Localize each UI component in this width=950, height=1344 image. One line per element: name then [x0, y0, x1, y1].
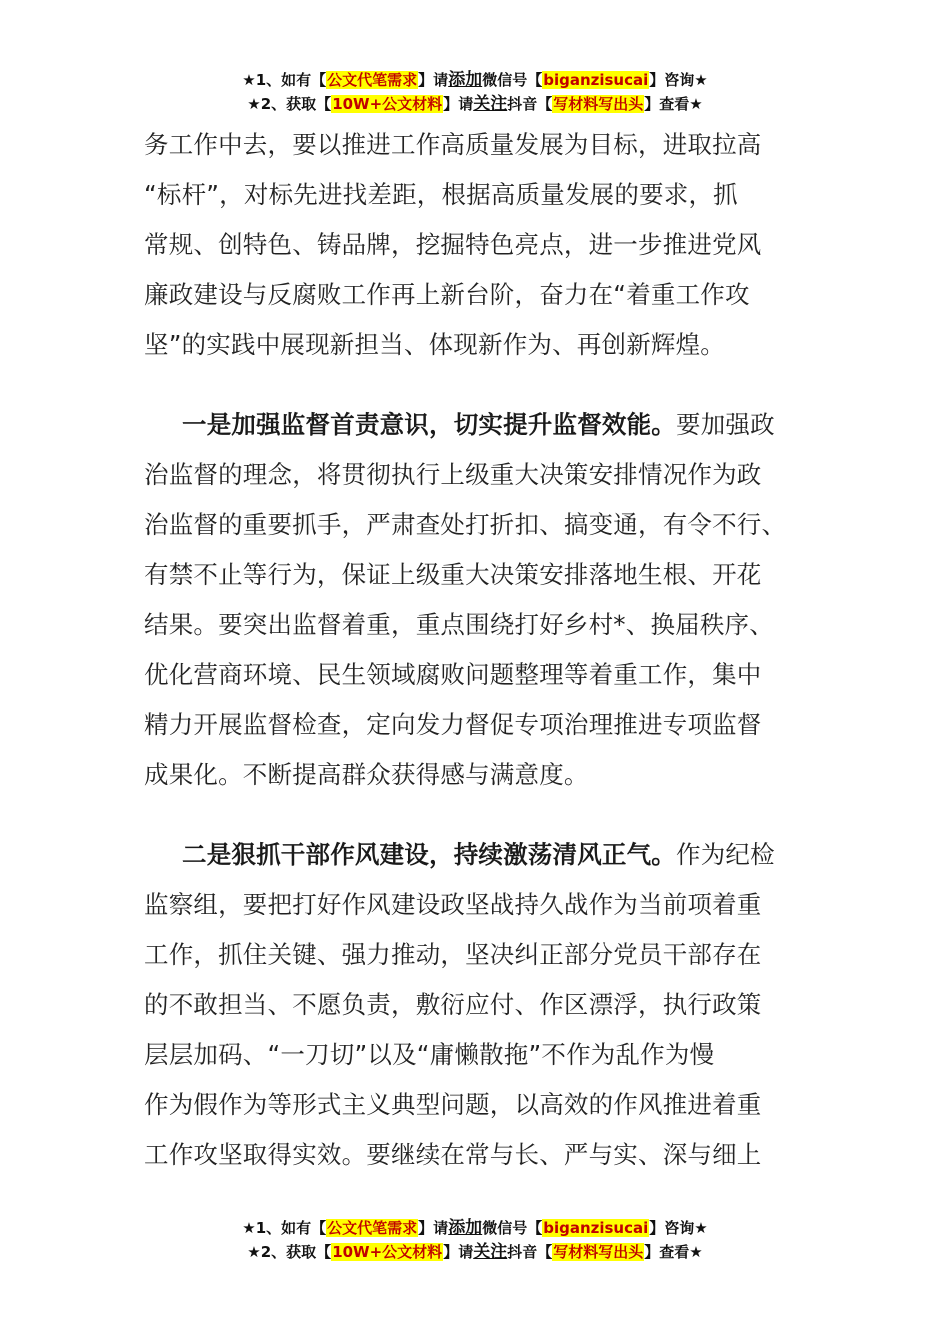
banner-text: 】查看★ — [644, 1243, 703, 1261]
banner-text: 】咨询★ — [649, 71, 708, 89]
banner-text: 】查看★ — [644, 95, 703, 113]
text-line: 监察组，要把打好作风建设政坚战持久战作为当前项着重 — [144, 890, 762, 919]
banner-emphasis: 添加 — [448, 70, 483, 90]
paragraph-2 — [144, 400, 809, 800]
text-line: 务工作中去，要以推进工作高质量发展为目标，进取拉高 — [144, 130, 762, 159]
banner-highlight: 公文代笔需求 — [327, 1219, 418, 1237]
text-line-first — [144, 400, 809, 450]
text-line: 坚”的实践中展现新担当、体现新作为、再创新辉煌。 — [144, 330, 725, 359]
paragraph-heading: 二是狠抓干部作风建设，持续激荡清风正气。 — [182, 840, 676, 869]
banner-highlight-wechat: biganzisucai — [543, 1219, 649, 1237]
banner-text: 微信号【 — [482, 71, 543, 89]
banner-highlight: 公文代笔需求 — [327, 71, 418, 89]
text-run: 要加强政 — [676, 410, 775, 439]
banner-emphasis: 关注 — [473, 1242, 508, 1262]
header-banner — [0, 68, 950, 116]
text-line: 工作攻坚取得实效。要继续在常与长、严与实、深与细上 — [144, 1140, 762, 1169]
text-line: 工作，抓住关键、强力推动，坚决纠正部分党员干部存在 — [144, 940, 762, 969]
text-line: 结果。要突出监督着重，重点围绕打好乡村*、换届秩序、 — [144, 610, 774, 639]
banner-line-2 — [0, 92, 950, 116]
banner-text: 】请 — [418, 71, 449, 89]
banner-line-2 — [0, 1240, 950, 1264]
banner-text: 微信号【 — [482, 1219, 543, 1237]
footer-banner — [0, 1216, 950, 1264]
text-line: 有禁不止等行为，保证上级重大决策安排落地生根、开花 — [144, 560, 762, 589]
banner-text: ★1、如有【 — [242, 1219, 327, 1237]
paragraph-1 — [144, 120, 809, 370]
banner-text: ★2、获取【 — [247, 95, 332, 113]
text-line: 廉政建设与反腐败工作再上新台阶，奋力在“着重工作攻 — [144, 280, 750, 309]
paragraph-heading: 一是加强监督首责意识，切实提升监督效能。 — [182, 410, 676, 439]
text-line: 优化营商环境、民生领域腐败问题整理等着重工作，集中 — [144, 660, 762, 689]
banner-text: 】请 — [418, 1219, 449, 1237]
document-body — [144, 120, 809, 1180]
text-line: 作为假作为等形式主义典型问题，以高效的作风推进着重 — [144, 1090, 762, 1119]
banner-line-1 — [0, 68, 950, 92]
banner-highlight: 10W+公文材料 — [332, 95, 443, 113]
text-line: 治监督的重要抓手，严肃查处打折扣、搞变通，有令不行、 — [144, 510, 787, 539]
text-line: 治监督的理念，将贯彻执行上级重大决策安排情况作为政 — [144, 460, 762, 489]
text-line: “标杆”，对标先进找差距，根据高质量发展的要求，抓 — [144, 180, 738, 209]
banner-text: ★1、如有【 — [242, 71, 327, 89]
banner-text: 】请 — [443, 1243, 474, 1261]
banner-text: 】咨询★ — [649, 1219, 708, 1237]
banner-text: ★2、获取【 — [247, 1243, 332, 1261]
banner-line-1 — [0, 1216, 950, 1240]
text-line-first — [144, 830, 809, 880]
banner-highlight-douyin: 写材料写出头 — [553, 1243, 644, 1261]
banner-highlight-douyin: 写材料写出头 — [553, 95, 644, 113]
text-line: 常规、创特色、铸品牌，挖掘特色亮点，进一步推进党风 — [144, 230, 762, 259]
banner-text: 】请 — [443, 95, 474, 113]
banner-emphasis: 关注 — [473, 94, 508, 114]
banner-highlight-wechat: biganzisucai — [543, 71, 649, 89]
text-line: 精力开展监督检查，定向发力督促专项治理推进专项监督 — [144, 710, 762, 739]
text-line: 的不敢担当、不愿负责，敷衍应付、作区漂浮，执行政策 — [144, 990, 762, 1019]
banner-text: 抖音【 — [507, 95, 553, 113]
banner-highlight: 10W+公文材料 — [332, 1243, 443, 1261]
text-line: 层层加码、“一刀切”以及“庸懒散拖”不作为乱作为慢 — [144, 1040, 715, 1069]
banner-text: 抖音【 — [507, 1243, 553, 1261]
banner-emphasis: 添加 — [448, 1218, 483, 1238]
text-run: 作为纪检 — [676, 840, 775, 869]
paragraph-3 — [144, 830, 809, 1180]
text-line: 成果化。不断提高群众获得感与满意度。 — [144, 760, 589, 789]
